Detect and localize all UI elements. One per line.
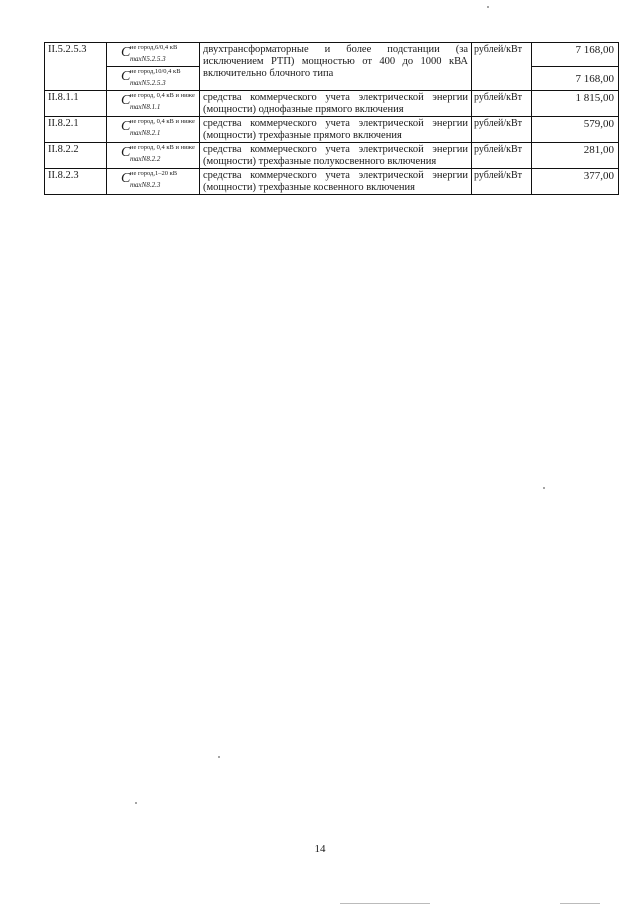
row-unit: рублей/кВт xyxy=(472,91,532,117)
symbol-subscript: maxN8.2.3 xyxy=(130,181,161,189)
description-line: средства коммерческого учета электрической энергии xyxy=(203,144,468,155)
symbol-letter: C xyxy=(121,119,131,134)
rate-symbol xyxy=(107,143,200,169)
row-price: 1 815,00 xyxy=(532,91,619,117)
scan-speck xyxy=(218,756,220,758)
row-code: II.8.2.1 xyxy=(45,117,107,143)
rate-symbol xyxy=(107,67,200,91)
row-unit: рублей/кВт xyxy=(472,43,532,91)
description-line: средства коммерческого учета электрической энергии xyxy=(203,92,468,103)
table-row xyxy=(45,91,619,117)
row-price: 7 168,00 xyxy=(532,43,619,67)
scan-speck xyxy=(543,487,545,489)
symbol-superscript: не город,1–20 кВ xyxy=(130,170,178,177)
row-price: 377,00 xyxy=(532,169,619,195)
row-description xyxy=(200,143,472,169)
scan-edge-mark xyxy=(340,903,430,904)
description-line: двухтрансформаторные и более подстанции (за xyxy=(203,44,468,55)
rate-symbol xyxy=(107,169,200,195)
scan-speck xyxy=(487,6,489,8)
symbol-superscript: не город,10/0,4 кВ xyxy=(130,68,181,75)
description-line: (мощности) трехфазные прямого включения xyxy=(203,130,402,141)
description-line: (мощности) однофазные прямого включения xyxy=(203,104,404,115)
row-description xyxy=(200,117,472,143)
table-row xyxy=(45,43,619,67)
rate-symbol xyxy=(107,43,200,67)
symbol-superscript: не город, 0,4 кВ и ниже xyxy=(130,144,195,151)
scan-speck xyxy=(135,802,137,804)
table-row xyxy=(45,169,619,195)
table-row xyxy=(45,117,619,143)
symbol-letter: C xyxy=(121,69,131,84)
description-line: средства коммерческого учета электрической энергии xyxy=(203,170,468,181)
row-code: II.8.2.3 xyxy=(45,169,107,195)
symbol-subscript: maxN8.1.1 xyxy=(130,103,161,111)
symbol-letter: C xyxy=(121,171,131,186)
rate-symbol xyxy=(107,117,200,143)
page-number: 14 xyxy=(314,843,326,855)
symbol-letter: C xyxy=(121,145,131,160)
row-price: 7 168,00 xyxy=(532,67,619,91)
symbol-subscript: maxN8.2.1 xyxy=(130,129,161,137)
description-line: (мощности) трехфазные полукосвенного включения xyxy=(203,156,437,167)
symbol-subscript: maxN5.2.5.3 xyxy=(130,55,166,63)
description-line: средства коммерческого учета электрической энергии xyxy=(203,118,468,129)
symbol-subscript: maxN5.2.5.3 xyxy=(130,79,166,87)
symbol-superscript: не город, 0,4 кВ и ниже xyxy=(130,118,195,125)
description-line: (мощности) трехфазные косвенного включения xyxy=(203,182,415,193)
row-description xyxy=(200,43,472,91)
symbol-superscript: не город,6/0,4 кВ xyxy=(130,44,178,51)
row-price: 281,00 xyxy=(532,143,619,169)
tariff-table xyxy=(44,42,619,195)
symbol-letter: C xyxy=(121,45,131,60)
rate-symbol xyxy=(107,91,200,117)
row-code: II.8.1.1 xyxy=(45,91,107,117)
description-line: включительно блочного типа xyxy=(203,68,334,79)
row-unit: рублей/кВт xyxy=(472,143,532,169)
row-code: II.8.2.2 xyxy=(45,143,107,169)
symbol-letter: C xyxy=(121,93,131,108)
table-row xyxy=(45,143,619,169)
symbol-superscript: не город, 0,4 кВ и ниже xyxy=(130,92,195,99)
row-price: 579,00 xyxy=(532,117,619,143)
row-unit: рублей/кВт xyxy=(472,117,532,143)
description-line: исключением РТП) мощностью от 400 до 1000 кВА xyxy=(203,56,468,67)
scan-edge-mark xyxy=(560,903,600,904)
row-description xyxy=(200,169,472,195)
row-code: II.5.2.5.3 xyxy=(45,43,107,91)
symbol-subscript: maxN8.2.2 xyxy=(130,155,161,163)
row-unit: рублей/кВт xyxy=(472,169,532,195)
row-description xyxy=(200,91,472,117)
